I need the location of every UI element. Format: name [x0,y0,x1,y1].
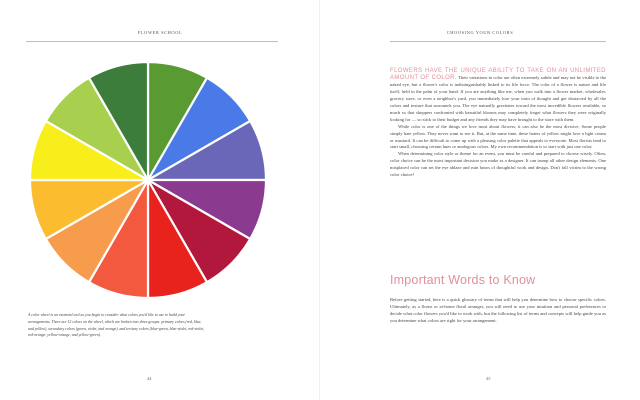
header-rule-left [26,41,278,42]
section-body-paragraph: Before getting started, here is a quick glossary of terms that will help you determine how to choose specific colors. Ultimately, as a florist or at-home floral arranger, you will need to use your intuition and personal preferences to decide what color flowers you'd like to work with, but the following list of terms and concepts will help guide you as you determine what colors are right for your arrangement. [390,297,606,323]
page-number-right: 45 [486,376,491,381]
paragraph-1: Their variations in color are often extremely subtle and may not be visible to the naked eye, but a flower's color is indistinguishably linked to its life force. The color of a flower is nature and life itself, held in the palm of your hand. If you are anything like me, when you walk into a flower market, wholesaler, grocery store, or even a neighbor's yard, you immediately lose your train of thought and get distracted by all the colors and texture that surrounds you. The eye naturally gravitates toward the most incredible flowers available, so much so that shoppers confronted with beautiful blooms may completely forget what flowers they were originally looking for — so stick to their budget and any friends they may have brought to the store with them. [390,74,606,122]
running-head-left: FLOWER SCHOOL [137,30,183,35]
page-number-left: 44 [147,376,152,381]
color-wheel-caption: A color wheel is an essential tool as you begin to consider what colors you'd like to use to build your arrangements. There are 12 colors on the wheel, which are broken into three groups: primary colors (red, blue, and yellow), secondary colors (green, violet, and orange), and tertiary colors (blue-green, blue-violet, red-violet, red-orange, yellow-orange, and yellow-green). [28,313,205,338]
paragraph-3: When determining color style or theme for an event, you must be careful and prepared to choose wisely. Often, color choice can be the most important decision you make as a designer. It can trump all other design elements. One misplaced color can set the eye ablaze and ruin hours of thoughtful work and design. Don't fall victim to the wrong color choice! [390,151,606,178]
intro-paragraphs [390,68,606,179]
lead-in-heading: FLOWERS HAVE THE UNIQUE ABILITY TO TAKE ON AN UNLIMITED AMOUNT OF COLOR. [390,68,606,81]
running-head-right: CHOOSING YOUR COLORS [446,30,514,35]
header-rule-right [390,41,606,42]
right-page [320,0,640,400]
section-title: Important Words to Know [390,273,536,287]
paragraph-2: While color is one of the things we love most about flowers, it can also be the most divisive. Some people simply hate yellow. They never want to see it. But, at the same time, these haters of yellow might love a light cream or mustard. It can be difficult to come up with a pleasing color palette that appeals to everyone. Most florists tend to start small, choosing certain hues or analogous colors. My own recommendation is to start with just one color. [390,123,606,150]
color-wheel [28,60,268,300]
